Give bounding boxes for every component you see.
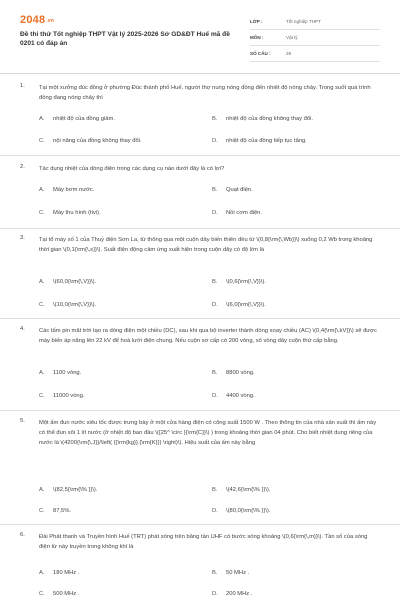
option-d[interactable]: D. Nồi cơm điện. [212, 210, 263, 216]
option-b[interactable]: B. Quạt điện. [212, 187, 253, 193]
option-a[interactable]: A. nhiệt độ của đồng giảm. [39, 116, 115, 122]
question-divider [0, 228, 400, 229]
option-d[interactable]: D. 200 MHz . [212, 591, 253, 597]
meta-row-count [250, 46, 380, 62]
option-c[interactable]: C. nội năng của đồng không thay đổi. [39, 138, 142, 144]
option-c[interactable]: C. Máy thu hình (tivi). [39, 210, 101, 216]
option-a[interactable]: A. \(82,5{\rm{\% }}\). [39, 487, 98, 493]
option-a[interactable]: A. \(60,0{\rm{\,V}}\). [39, 279, 97, 285]
question-number: 5. [20, 418, 25, 424]
option-b[interactable]: B. 8800 vòng. [212, 370, 255, 376]
option-d[interactable]: D. \(80,0{\rm{\% }}\). [212, 508, 271, 514]
question-text: Tại tổ máy số 1 của Thuỷ điện Sơn La, từ thông qua một cuộn dây biến thiên đều từ \(0,8{\rm{\,Wb}}\) xuống 0,2 Wb trong khoảng thời gian \(0,1{\rm{\,s}}\). Suất điện động cảm ứng xuất hiện trong cuộn dây có độ lớn là [39, 237, 373, 253]
option-d[interactable]: D. \(6,0{\rm{\,V}}\). [212, 302, 266, 308]
question-number: 1. [20, 83, 25, 89]
question-divider [0, 410, 400, 411]
option-c[interactable]: C. 500 MHz . [39, 591, 80, 597]
question-text: Một ấm đun nước siêu tốc được trưng bày ở một cửa hàng điện có công suất 1500 W . Theo thông tin của nhà sản xuất thì ấm này có thể đun sôi 1 lít nước (ở nhiệt độ ban đầu \({25^ \circ }{\rm{C}}\) ) trong khoảng thời gian 04 phút. Cho biết nhiệt dung riêng của nước là \(4200{\rm{\,J}}/\left( {{\rm{kg}}.{\rm{K}}} \right)\). Hiệu suất của ấm này bằng [39, 420, 377, 446]
question-text: Tại một xưởng đúc đồng ở phường Đúc thành phố Huế, người thợ nung nóng đồng đến nhiệt độ nóng chảy. Trong suốt quá trình đồng đang nóng chảy thì [39, 85, 371, 101]
option-c[interactable]: C. \(10,0{\rm{\,V}}\). [39, 302, 97, 308]
meta-key: SỐ CÂU : [250, 51, 271, 56]
exam-meta [250, 14, 380, 62]
option-b[interactable]: B. 50 MHz . [212, 570, 250, 576]
option-a[interactable]: A. 180 MHz . [39, 570, 80, 576]
question-divider [0, 155, 400, 156]
meta-row-class [250, 14, 380, 30]
option-a[interactable]: A. Máy bơm nước. [39, 187, 95, 193]
meta-value: 28 [286, 51, 292, 56]
question-divider [0, 524, 400, 525]
question-number: 6. [20, 532, 25, 538]
option-c[interactable]: C. 11000 vòng. [39, 393, 85, 399]
meta-row-subject [250, 30, 380, 46]
option-d[interactable]: D. nhiệt độ của đồng tiếp tục tăng. [212, 138, 307, 144]
question-number: 4. [20, 326, 25, 332]
question-number: 3. [20, 235, 25, 241]
option-b[interactable]: B. nhiệt độ của đồng không thay đổi. [212, 116, 314, 122]
option-d[interactable]: D. 4400 vòng. [212, 393, 255, 399]
meta-value: Tốt nghiệp THPT [286, 19, 321, 24]
option-a[interactable]: A. 1100 vòng. [39, 370, 82, 376]
meta-value: Vật lý [286, 35, 298, 40]
header-divider [0, 73, 400, 74]
exam-title: Đề thi thử Tốt nghiệp THPT Vật lý 2025-2026 Sở GD&ĐT Huế mã đề 0201 có đáp án [20, 31, 230, 47]
option-b[interactable]: B. \(42,6{\rm{\% }}\). [212, 487, 271, 493]
meta-key: MÔN : [250, 35, 264, 40]
question-text: Các tấm pin mặt trời tạo ra dòng điện một chiều (DC), sau khi qua bộ inverter thành dòng xoay chiều (AC) \(0,4{\rm{\,kV}}\) sẽ được máy biến áp nâng lên 22 kV để hoà lưới điện chung. Nếu cuộn sơ cấp có 200 vòng, số vòng dây cuộn thứ cấp bằng. [39, 328, 377, 344]
question-text: Đài Phát thanh và Truyền hình Huế (TRT) phát sóng trên băng tần UHF có bước sóng khoảng \(0,6{\rm{\,m}}\). Tần số của sóng điện từ này truyền trong không khí là [39, 534, 368, 550]
option-c[interactable]: C. 87,5%. [39, 508, 72, 514]
page-header [0, 0, 400, 64]
question-text: Tác dụng nhiệt của dòng điện trong các dụng cụ nào dưới đây là có lợi? [39, 166, 225, 172]
site-logo[interactable]: 2048.vn [20, 14, 55, 26]
question-divider [0, 318, 400, 319]
meta-key: LỚP : [250, 19, 263, 24]
question-number: 2. [20, 164, 25, 170]
option-b[interactable]: B. \(0,6{\rm{\,V}}\). [212, 279, 266, 285]
